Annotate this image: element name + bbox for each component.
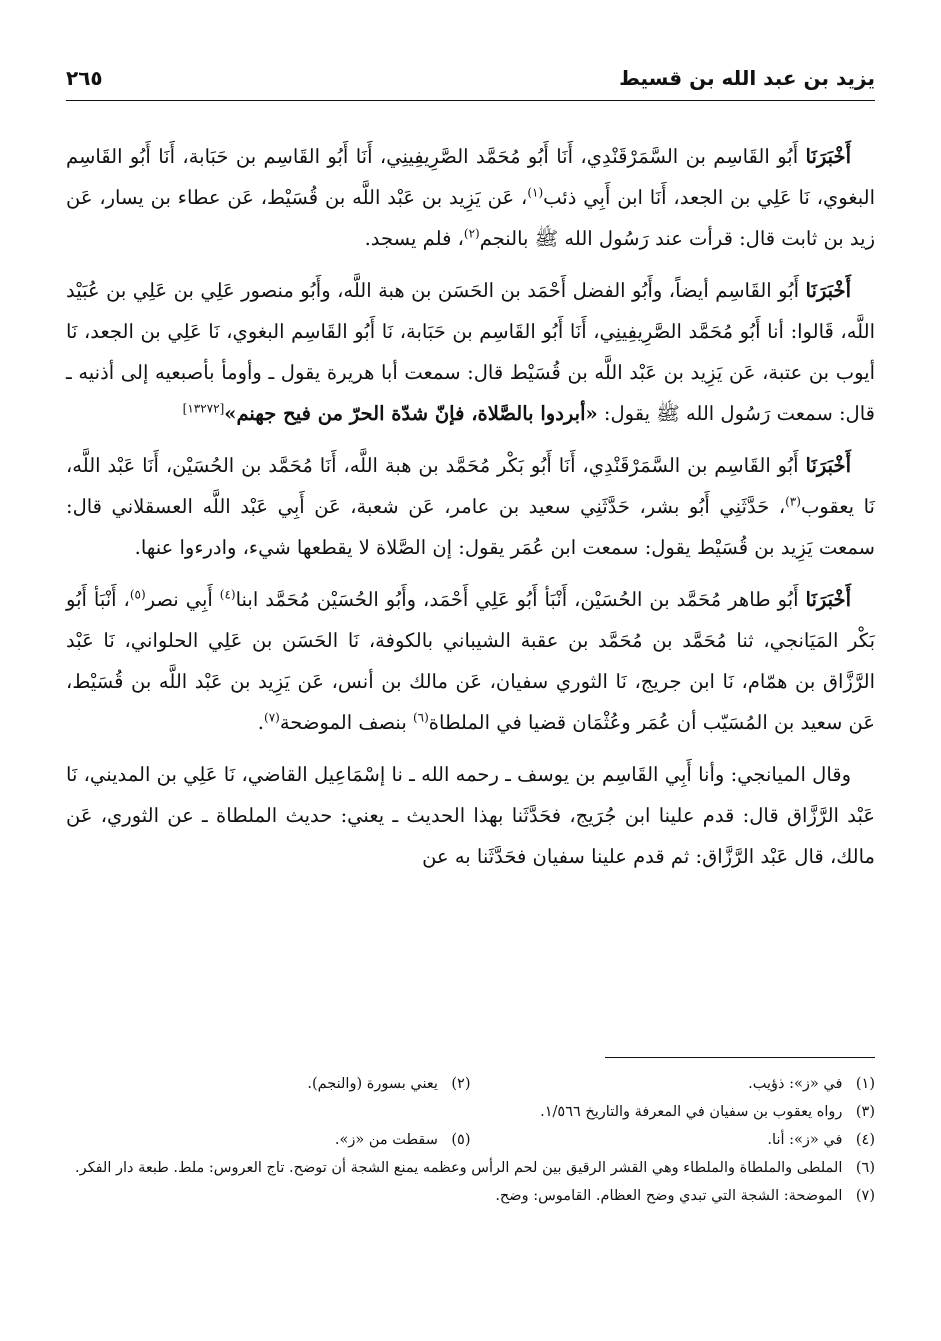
- hadith-text: «أبردوا بالصَّلاة، فإنّ شدّة الحرّ من فيح جهنم»: [224, 402, 598, 425]
- footnote-text: الموضحة: الشجة التي تبدي وضح العظام. القاموس: وضح.: [495, 1188, 843, 1204]
- footnote-ref: (١): [527, 185, 544, 200]
- footnote-ref: (٧): [264, 710, 280, 725]
- paragraph-2: [66, 270, 875, 434]
- footnote-text: يعني بسورة (والنجم).: [307, 1076, 438, 1092]
- main-text: [66, 136, 875, 888]
- paragraph-text: أَبُو القَاسِم بن السَّمَرْقَنْدِي، أَنَا أَبُو بَكْر مُحَمَّد بن هبة اللَّه، أَنَا مُحَمَّد بن الحُسَيْن، أَنَا عَبْد اللَّه، نَا يعقوب: [66, 454, 875, 518]
- keyword-akhbarana: أَخْبَرَنَا: [805, 279, 851, 302]
- footnote-number: (١): [855, 1076, 875, 1092]
- running-title: يزيد بن عبد الله بن قسيط: [619, 66, 875, 90]
- footnote-rule: [605, 1057, 875, 1058]
- keyword-akhbarana: أَخْبَرَنَا: [805, 145, 851, 168]
- keyword-akhbarana: أَخْبَرَنَا: [805, 454, 851, 477]
- footnote-number: (٣): [855, 1104, 875, 1120]
- footnote-text: رواه يعقوب بن سفيان في المعرفة والتاريخ ١/٥٦٦.: [540, 1104, 843, 1120]
- footnote-number: (٥): [451, 1132, 471, 1148]
- paragraph-text: أَبِي نصر: [145, 588, 220, 611]
- paragraph-5: [66, 754, 875, 877]
- footnote-number: (٤): [855, 1132, 875, 1148]
- footnote-row: [66, 1126, 875, 1154]
- footnote-text: في «ز»: أنا.: [767, 1132, 843, 1148]
- header-rule: [66, 100, 875, 101]
- paragraph-text: ، عَن يَزِيد بن عَبْد اللَّه بن قُسَيْط، عَن عطاء بن يسار، عَن زيد بن ثابت قال: قرأت عند رَسُول الله ﷺ بالنجم: [66, 186, 875, 250]
- paragraph-1: [66, 136, 875, 259]
- footnote-text: الملطى والملطاة والملطاء وهي القشر الرقيق بين لحم الرأس وعظمه يمنع الشجة أن توضح. تاج العروس: ملط. طبعة دار الفكر.: [74, 1160, 843, 1176]
- page-number: ٢٦٥: [66, 66, 103, 90]
- paragraph-4: [66, 579, 875, 743]
- paragraph-text: أَبُو القَاسِم أيضاً، وأَبُو الفضل أَحْمَد بن الحَسَن بن هبة اللَّه، وأَبُو منصور عَلِي بن عَلِي بن عُبَيْد اللَّه، قَالوا: أنا أَبُو مُحَمَّد الصَّرِيفِينِي، أَنَا أَبُو القَاسِم بن حَبَابة، نَا أَبُو القَاسِم البغوي، نَا عَلِي بن الجعد، نَا أيوب بن عتبة، عَن يَزِيد بن عَبْد اللَّه بن قُسَيْط قال: سمعت أبا هريرة يقول ـ وأومأ بأصبعيه إلى أذنيه ـ قال: سمعت رَسُول الله ﷺ يقول:: [66, 279, 875, 425]
- paragraph-text: ، حَدَّثَنِي أَبُو بشر، حَدَّثَنِي سعيد بن عامر، عَن شعبة، عَن أَبِي عَبْد اللَّه العسقلاني قال: سمعت يَزِيد بن قُسَيْط يقول: سمعت ابن عُمَر يقول: إن الصَّلاة لا يقطعها شيء، وادرءوا عنها.: [66, 495, 875, 559]
- footnote-text: سقطت من «ز».: [334, 1132, 438, 1148]
- footnote-number: (٧): [855, 1188, 875, 1204]
- paragraph-text: وقال الميانجي: وأنا أَبِي القَاسِم بن يوسف ـ رحمه الله ـ نا إسْمَاعِيل القاضي، نَا عَلِي بن المديني، نَا عَبْد الرَّزَّاق قال: قدم علينا ابن جُرَيج، فحَدَّثَنا بهذا الحديث ـ يعني: حديث الملطاة ـ عن الثوري، عَن مالك، قال عَبْد الرَّزَّاق: ثم قدم علينا سفيان فحَدَّثَنا به عن: [66, 763, 875, 868]
- paragraph-3: [66, 445, 875, 568]
- paragraph-text: بنصف الموضحة: [279, 711, 413, 734]
- footnote-text: في «ز»: ذؤيب.: [748, 1076, 843, 1092]
- footnotes: [66, 1070, 875, 1210]
- footnote-ref: (٢): [463, 226, 480, 241]
- paragraph-text: ، أَنْبَأ أَبُو بَكْر المَيَانجي، ثنا مُحَمَّد بن مُحَمَّد بن عقبة الشيباني بالكوفة، نَا الحَسَن بن عَلِي الحلواني، نَا عَبْد الرَّزَّاق بن همّام، نَا ابن جريج، نَا الثوري سفيان، عَن مالك بن أنس، عَن يَزِيد بن عَبْد اللَّه بن قُسَيْط، عَن سعيد بن المُسَيّب أن عُمَر وعُثْمَان قضيا في الملطاة: [66, 588, 875, 734]
- footnote-ref: (٦): [412, 710, 429, 725]
- footnote-row: [66, 1070, 875, 1098]
- keyword-akhbarana: أَخْبَرَنَا: [805, 588, 852, 611]
- footnote-2: [66, 1070, 471, 1098]
- footnote-number: (٢): [451, 1076, 471, 1092]
- footnote-6: [66, 1154, 875, 1182]
- running-header: [66, 62, 875, 96]
- paragraph-text: أَبُو طاهر مُحَمَّد بن الحُسَيْن، أَنْبَأ أَبُو عَلِي أَحْمَد، وأَبُو الحُسَيْن مُحَمَّد ابنا: [235, 588, 806, 611]
- footnote-number: (٦): [855, 1160, 875, 1176]
- footnote-ref: (٥): [129, 587, 146, 602]
- footnote-7: [66, 1182, 875, 1210]
- footnote-3: [66, 1098, 875, 1126]
- hadith-number: [١٣٢٧٢]: [182, 401, 225, 416]
- footnote-ref: (٤): [219, 587, 236, 602]
- footnote-ref: (٣): [785, 494, 801, 509]
- paragraph-text: .: [257, 711, 264, 734]
- footnote-5: [66, 1126, 471, 1154]
- paragraph-text: أَبُو القَاسِم بن السَّمَرْقَنْدِي، أَنَا أَبُو مُحَمَّد الصَّرِيفِينِي، أَنَا أَبُو القَاسِم بن حَبَابة، أَنَا أَبُو القَاسِم البغوي، نَا عَلِي بن الجعد، أَنَا ابن أَبِي ذئب: [66, 145, 875, 209]
- footnote-4: [471, 1126, 876, 1154]
- paragraph-text: ، فلم يسجد.: [364, 227, 464, 250]
- footnote-1: [471, 1070, 876, 1098]
